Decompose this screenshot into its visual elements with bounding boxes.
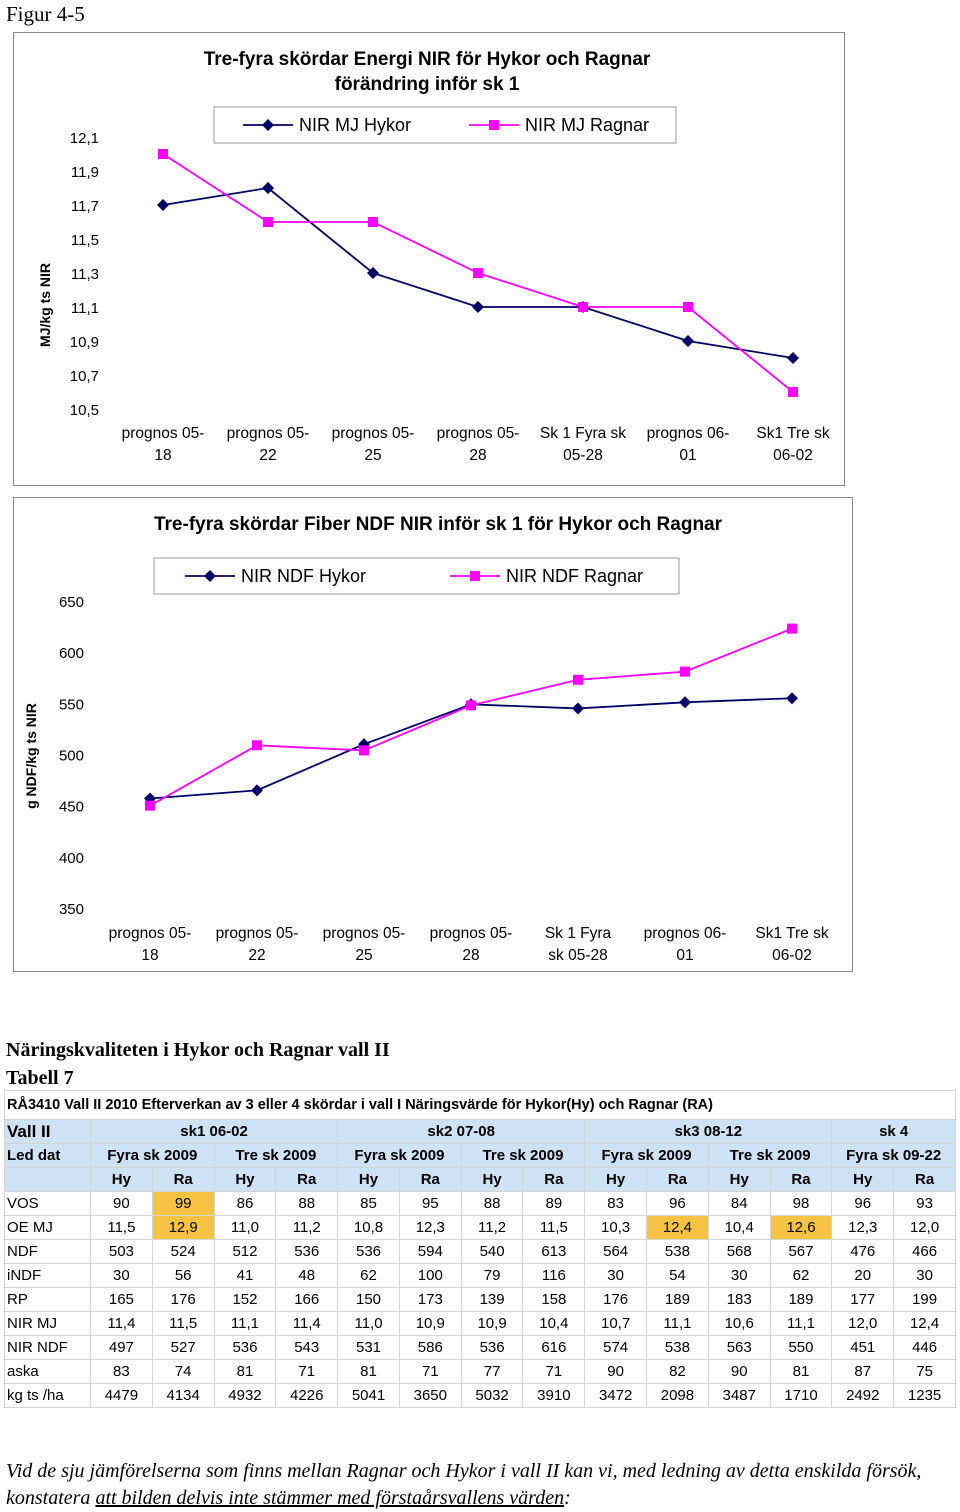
table-cell: 173 (399, 1288, 461, 1312)
energy-xtick-label: 22 (259, 447, 277, 464)
table-cell: 96 (647, 1192, 709, 1216)
table-cell: 616 (523, 1336, 585, 1360)
row-label: RP (5, 1288, 91, 1312)
table-cell: 4226 (276, 1384, 338, 1408)
chart-energy-svg (14, 33, 844, 485)
table-cell: 466 (894, 1240, 956, 1264)
energy-ylabel: MJ/kg ts NIR (37, 262, 53, 348)
ndf-xtick-label: Sk 1 Fyra (544, 925, 612, 942)
table-cell: 62 (338, 1264, 400, 1288)
table-cell: 83 (585, 1192, 647, 1216)
table-cell: 1235 (894, 1384, 956, 1408)
ndf-legend (154, 558, 679, 594)
table-cell: 527 (152, 1336, 214, 1360)
ndf-data-point-hykor (251, 784, 263, 796)
ndf-data-point-hykor (572, 702, 584, 714)
table-cell: 543 (276, 1336, 338, 1360)
ndf-legend-marker (470, 571, 480, 581)
table-cell: 98 (770, 1192, 832, 1216)
table-cell: 199 (894, 1288, 956, 1312)
ndf-data-point-hykor (679, 696, 691, 708)
table-row (5, 1312, 956, 1336)
table-cell: 10,8 (338, 1216, 400, 1240)
table-cell: 100 (399, 1264, 461, 1288)
table-cell: 451 (832, 1336, 894, 1360)
table-cell: 550 (770, 1336, 832, 1360)
row-label: OE MJ (5, 1216, 91, 1240)
energy-data-point-hykor (472, 301, 484, 313)
table-cell: 2492 (832, 1384, 894, 1408)
energy-chart-title: Tre-fyra skördar Energi NIR för Hykor och Ragnar (203, 49, 651, 70)
energy-ytick-label: 11,1 (70, 300, 99, 317)
table-cell: 512 (214, 1240, 276, 1264)
header-subgroup: Tre sk 2009 (214, 1144, 338, 1168)
table-cell: 11,0 (214, 1216, 276, 1240)
table-cell: 177 (832, 1288, 894, 1312)
table-cell: 586 (399, 1336, 461, 1360)
energy-chart-title: förändring inför sk 1 (334, 74, 520, 95)
table-cell: 11,5 (91, 1216, 153, 1240)
table-cell: 75 (894, 1360, 956, 1384)
table-cell: 90 (585, 1360, 647, 1384)
footnote-underlined: att bilden delvis inte stämmer med förstaårsvallens värden (95, 1487, 565, 1509)
table-cell: 11,5 (523, 1216, 585, 1240)
table-cell: 10,9 (399, 1312, 461, 1336)
table-row (5, 1216, 956, 1240)
table-row (5, 1240, 956, 1264)
table-cell: 90 (708, 1360, 770, 1384)
energy-xtick-label: 28 (469, 447, 487, 464)
table-cell: 1710 (770, 1384, 832, 1408)
table-cell: 564 (585, 1240, 647, 1264)
header-label: Vall II (5, 1120, 91, 1144)
energy-data-point-ragnar (788, 387, 798, 397)
table-cell: 11,2 (276, 1216, 338, 1240)
row-label: aska (5, 1360, 91, 1384)
ndf-data-point-ragnar (466, 700, 476, 710)
ndf-xtick-label: prognos 06- (643, 925, 727, 942)
table-cell: 446 (894, 1336, 956, 1360)
table-cell: 10,3 (585, 1216, 647, 1240)
ndf-data-point-ragnar (573, 675, 583, 685)
chart-energy (13, 32, 845, 486)
footnote-end: : (564, 1487, 571, 1509)
section-heading (6, 1036, 390, 1092)
table-cell: 85 (338, 1192, 400, 1216)
energy-data-point-ragnar (158, 149, 168, 159)
header-variety: Hy (338, 1168, 400, 1192)
table-cell: 30 (91, 1264, 153, 1288)
table-row (5, 1360, 956, 1384)
table-cell: 563 (708, 1336, 770, 1360)
table-cell: 536 (461, 1336, 523, 1360)
ndf-legend-label: NIR NDF Ragnar (506, 566, 644, 586)
energy-xtick-label: prognos 05- (226, 425, 310, 442)
footnote-text: Vid de sju jämförelserna som finns mellan Ragnar och Hykor i vall II kan vi, med ledning av detta enskilda försök, konstatera (6, 1460, 922, 1509)
table-cell: 11,2 (461, 1216, 523, 1240)
table-caption: Tabell 7 (6, 1067, 74, 1089)
table-cell: 30 (894, 1264, 956, 1288)
header-variety: Ra (647, 1168, 709, 1192)
header-variety: Ra (152, 1168, 214, 1192)
table-cell: 12,0 (894, 1216, 956, 1240)
table-cell: 99 (152, 1192, 214, 1216)
energy-legend-label: NIR MJ Ragnar (525, 115, 650, 135)
energy-ytick-label: 11,9 (70, 164, 99, 181)
table-title: RÅ3410 Vall II 2010 Efterverkan av 3 eller 4 skördar i vall I Näringsvärde för Hykor(Hy) och Ragnar (RA) (5, 1091, 956, 1120)
energy-xtick-label: prognos 05- (436, 425, 520, 442)
table-cell: 594 (399, 1240, 461, 1264)
ndf-chart-title: Tre-fyra skördar Fiber NDF NIR inför sk 1 för Hykor och Ragnar (153, 514, 723, 535)
table-cell: 152 (214, 1288, 276, 1312)
table-cell: 10,7 (585, 1312, 647, 1336)
row-label: iNDF (5, 1264, 91, 1288)
table-cell: 30 (708, 1264, 770, 1288)
table-cell: 536 (214, 1336, 276, 1360)
chart-ndf-svg (14, 498, 852, 971)
ndf-ytick-label: 350 (58, 901, 84, 918)
ndf-xtick-label: prognos 05- (108, 925, 192, 942)
table-cell: 12,3 (832, 1216, 894, 1240)
table-cell: 56 (152, 1264, 214, 1288)
ndf-ylabel: g NDF/kg ts NIR (23, 703, 39, 809)
energy-xtick-label: prognos 05- (331, 425, 415, 442)
header-subgroup: Fyra sk 2009 (585, 1144, 709, 1168)
table-cell: 88 (276, 1192, 338, 1216)
ndf-xtick-label: 01 (676, 947, 694, 964)
table-cell: 538 (647, 1336, 709, 1360)
table-cell: 30 (585, 1264, 647, 1288)
ndf-ytick-label: 650 (58, 594, 84, 611)
header-group: sk2 07-08 (338, 1120, 585, 1144)
table-cell: 158 (523, 1288, 585, 1312)
table-cell: 176 (585, 1288, 647, 1312)
table-title-row (5, 1091, 956, 1120)
ndf-ytick-label: 600 (58, 645, 84, 663)
energy-data-point-ragnar (263, 217, 273, 227)
header-subgroup: Tre sk 2009 (708, 1144, 832, 1168)
table-cell: 87 (832, 1360, 894, 1384)
energy-data-point-ragnar (578, 302, 588, 312)
header-variety: Ra (276, 1168, 338, 1192)
table-cell: 79 (461, 1264, 523, 1288)
row-label: kg ts /ha (5, 1384, 91, 1408)
header-variety: Ra (770, 1168, 832, 1192)
ndf-data-point-ragnar (252, 740, 262, 750)
table-cell: 84 (708, 1192, 770, 1216)
table-row (5, 1336, 956, 1360)
table-cell: 81 (338, 1360, 400, 1384)
table-cell: 71 (276, 1360, 338, 1384)
ndf-xtick-label: sk 05-28 (548, 947, 608, 964)
table-cell: 10,4 (708, 1216, 770, 1240)
header-subgroup: Fyra sk 09-22 (832, 1144, 956, 1168)
energy-xtick-label: 06-02 (773, 447, 813, 464)
ndf-xtick-label: 18 (141, 947, 159, 964)
energy-xtick-label: 05-28 (563, 447, 603, 464)
header-variety: Ra (523, 1168, 585, 1192)
table-cell: 74 (152, 1360, 214, 1384)
energy-xtick-label: 25 (364, 447, 382, 464)
table-cell: 20 (832, 1264, 894, 1288)
energy-ytick-label: 11,3 (70, 266, 99, 283)
table-cell: 139 (461, 1288, 523, 1312)
table-cell: 11,5 (152, 1312, 214, 1336)
table-cell: 83 (91, 1360, 153, 1384)
ndf-legend-label: NIR NDF Hykor (241, 566, 366, 586)
table-cell: 116 (523, 1264, 585, 1288)
table-cell: 4134 (152, 1384, 214, 1408)
table-cell: 12,3 (399, 1216, 461, 1240)
section-heading-line: Näringskvaliteten i Hykor och Ragnar vall II (6, 1039, 390, 1061)
chart-ndf (13, 497, 853, 972)
table-cell: 54 (647, 1264, 709, 1288)
table-cell: 613 (523, 1240, 585, 1264)
table-cell: 536 (276, 1240, 338, 1264)
ndf-xtick-label: prognos 05- (322, 925, 406, 942)
table-cell: 11,1 (214, 1312, 276, 1336)
table-cell: 4932 (214, 1384, 276, 1408)
table-cell: 77 (461, 1360, 523, 1384)
table-cell: 497 (91, 1336, 153, 1360)
header-variety: Hy (832, 1168, 894, 1192)
table-cell: 11,1 (647, 1312, 709, 1336)
table-header-row (5, 1144, 956, 1168)
table-cell: 3472 (585, 1384, 647, 1408)
table-cell: 12,9 (152, 1216, 214, 1240)
table-cell: 567 (770, 1240, 832, 1264)
table-cell: 81 (214, 1360, 276, 1384)
table-row (5, 1384, 956, 1408)
table-cell: 3487 (708, 1384, 770, 1408)
table-cell: 12,0 (832, 1312, 894, 1336)
row-label: NIR MJ (5, 1312, 91, 1336)
energy-ytick-label: 10,5 (69, 402, 99, 419)
table-cell: 5041 (338, 1384, 400, 1408)
header-label: Led dat (5, 1144, 91, 1168)
header-group: sk3 08-12 (585, 1120, 832, 1144)
table-cell: 81 (770, 1360, 832, 1384)
ndf-ytick-label: 400 (58, 849, 84, 867)
table-cell: 10,6 (708, 1312, 770, 1336)
energy-xtick-label: prognos 05- (121, 425, 205, 442)
ndf-xtick-label: prognos 05- (429, 925, 513, 942)
table-cell: 82 (647, 1360, 709, 1384)
header-variety: Ra (399, 1168, 461, 1192)
row-label: NIR NDF (5, 1336, 91, 1360)
energy-legend-label: NIR MJ Hykor (299, 115, 411, 135)
energy-legend (214, 107, 676, 143)
ndf-xtick-label: 22 (248, 947, 266, 964)
nutrition-table (4, 1090, 956, 1408)
energy-xtick-label: Sk1 Tre sk (756, 425, 830, 442)
table-cell: 62 (770, 1264, 832, 1288)
table-cell: 12,4 (894, 1312, 956, 1336)
header-subgroup: Fyra sk 2009 (338, 1144, 462, 1168)
table-cell: 538 (647, 1240, 709, 1264)
table-cell: 11,4 (91, 1312, 153, 1336)
table-cell: 12,4 (647, 1216, 709, 1240)
header-variety: Hy (461, 1168, 523, 1192)
table-cell: 166 (276, 1288, 338, 1312)
header-variety: Ra (894, 1168, 956, 1192)
energy-xtick-label: Sk 1 Fyra sk (539, 425, 627, 442)
header-label (5, 1168, 91, 1192)
table-cell: 540 (461, 1240, 523, 1264)
ndf-data-point-ragnar (359, 745, 369, 755)
table-cell: 10,4 (523, 1312, 585, 1336)
table-cell: 189 (647, 1288, 709, 1312)
figure-label: Figur 4-5 (6, 2, 85, 26)
table-cell: 531 (338, 1336, 400, 1360)
ndf-data-point-ragnar (787, 624, 797, 634)
energy-data-point-ragnar (473, 268, 483, 278)
table-cell: 96 (832, 1192, 894, 1216)
ndf-xtick-label: prognos 05- (215, 925, 299, 942)
energy-ytick-label: 12,1 (69, 130, 99, 147)
header-variety: Hy (585, 1168, 647, 1192)
table-cell: 71 (399, 1360, 461, 1384)
table-cell: 524 (152, 1240, 214, 1264)
table-cell: 165 (91, 1288, 153, 1312)
table-cell: 3910 (523, 1384, 585, 1408)
table-cell: 11,4 (276, 1312, 338, 1336)
header-variety: Hy (214, 1168, 276, 1192)
energy-ytick-label: 10,7 (69, 368, 99, 385)
ndf-data-point-hykor (786, 692, 798, 704)
ndf-xtick-label: Sk1 Tre sk (755, 925, 829, 942)
energy-xtick-label: 01 (679, 447, 697, 464)
ndf-xtick-label: 25 (355, 947, 373, 964)
energy-ytick-label: 11,7 (70, 198, 99, 215)
energy-legend-marker (489, 120, 499, 130)
table-cell: 71 (523, 1360, 585, 1384)
table-cell: 90 (91, 1192, 153, 1216)
table-cell: 150 (338, 1288, 400, 1312)
header-variety: Hy (708, 1168, 770, 1192)
ndf-data-point-ragnar (680, 667, 690, 677)
table-cell: 11,0 (338, 1312, 400, 1336)
table-cell: 503 (91, 1240, 153, 1264)
table-cell: 2098 (647, 1384, 709, 1408)
energy-data-point-hykor (157, 199, 169, 211)
table-row (5, 1264, 956, 1288)
ndf-series-line-ragnar (150, 629, 792, 806)
table-cell: 41 (214, 1264, 276, 1288)
header-group: sk 4 (832, 1120, 956, 1144)
ndf-data-point-ragnar (145, 801, 155, 811)
ndf-xtick-label: 28 (462, 947, 480, 964)
header-variety: Hy (91, 1168, 153, 1192)
table-cell: 476 (832, 1240, 894, 1264)
table-cell: 568 (708, 1240, 770, 1264)
energy-data-point-hykor (682, 335, 694, 347)
table-cell: 5032 (461, 1384, 523, 1408)
footnote (6, 1458, 956, 1512)
ndf-xtick-label: 06-02 (772, 947, 812, 964)
table-cell: 536 (338, 1240, 400, 1264)
header-subgroup: Tre sk 2009 (461, 1144, 585, 1168)
energy-ytick-label: 11,5 (70, 232, 99, 249)
row-label: NDF (5, 1240, 91, 1264)
table-cell: 10,9 (461, 1312, 523, 1336)
ndf-ytick-label: 450 (58, 798, 84, 816)
table-cell: 88 (461, 1192, 523, 1216)
ndf-series-line-hykor (150, 698, 792, 798)
ndf-ytick-label: 550 (58, 696, 84, 714)
energy-data-point-ragnar (368, 217, 378, 227)
table-cell: 48 (276, 1264, 338, 1288)
table-cell: 86 (214, 1192, 276, 1216)
energy-data-point-ragnar (683, 302, 693, 312)
header-subgroup: Fyra sk 2009 (91, 1144, 215, 1168)
energy-xtick-label: 18 (154, 447, 172, 464)
header-group: sk1 06-02 (91, 1120, 338, 1144)
table-cell: 89 (523, 1192, 585, 1216)
table-cell: 183 (708, 1288, 770, 1312)
table-cell: 12,6 (770, 1216, 832, 1240)
row-label: VOS (5, 1192, 91, 1216)
table-cell: 93 (894, 1192, 956, 1216)
energy-ytick-label: 10,9 (69, 334, 99, 351)
energy-xtick-label: prognos 06- (646, 425, 730, 442)
energy-data-point-hykor (787, 352, 799, 364)
table-cell: 574 (585, 1336, 647, 1360)
table-cell: 4479 (91, 1384, 153, 1408)
table-row (5, 1288, 956, 1312)
table-cell: 3650 (399, 1384, 461, 1408)
table-header-row (5, 1168, 956, 1192)
table-cell: 95 (399, 1192, 461, 1216)
table-cell: 176 (152, 1288, 214, 1312)
table-row (5, 1192, 956, 1216)
table-cell: 189 (770, 1288, 832, 1312)
table-cell: 11,1 (770, 1312, 832, 1336)
table-header-row (5, 1120, 956, 1144)
ndf-ytick-label: 500 (58, 747, 84, 765)
